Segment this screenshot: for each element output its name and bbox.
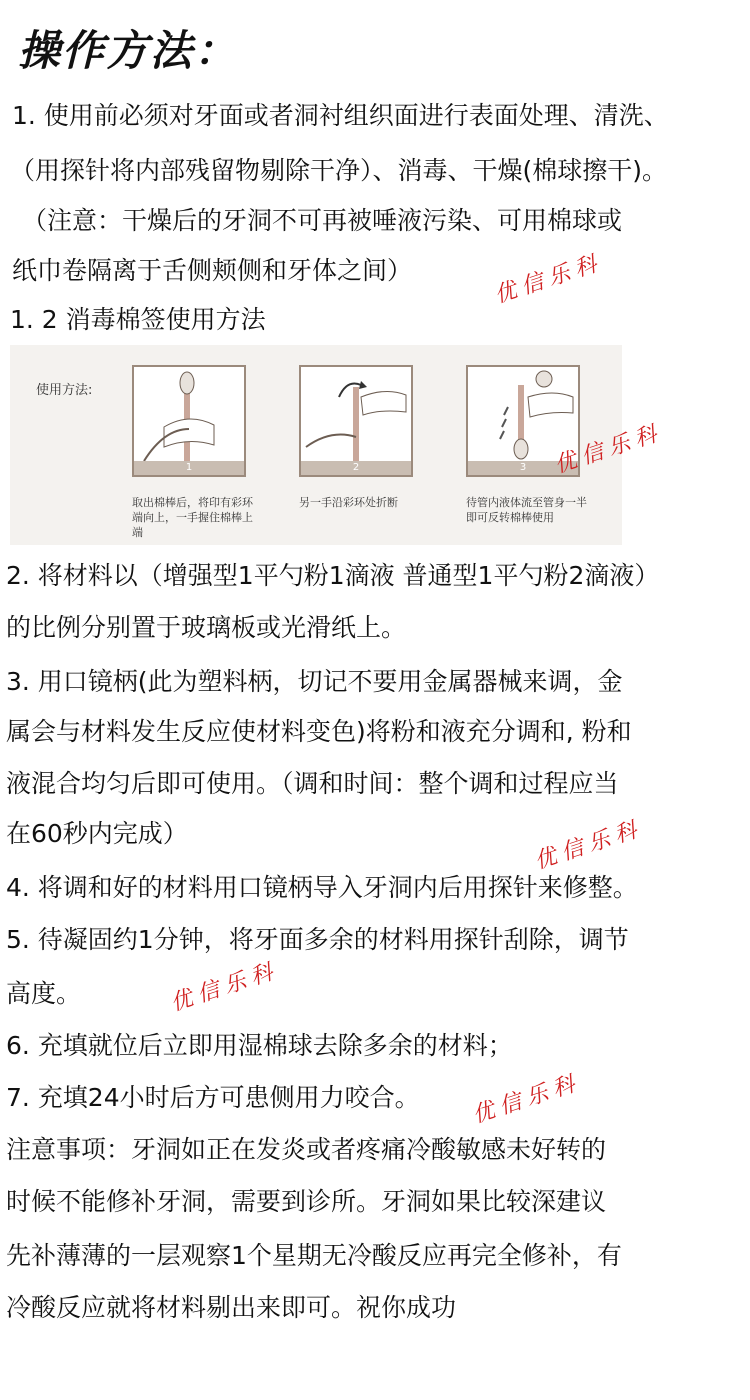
page-title: 操作方法： bbox=[18, 26, 239, 75]
text-line: 注意事项：牙洞如正在发炎或者疼痛冷酸敏感未好转的 bbox=[6, 1135, 607, 1164]
step-number: 2 bbox=[301, 461, 411, 475]
swab-break-icon bbox=[301, 367, 411, 461]
step-number: 3 bbox=[468, 461, 578, 475]
text-line: 1. 使用前必须对牙面或者洞衬组织面进行表面处理、清洗、 bbox=[12, 101, 669, 130]
text-line: 先补薄薄的一层观察1个星期无冷酸反应再完全修补，有 bbox=[6, 1241, 622, 1270]
text-line: 2. 将材料以（增强型1平勺粉1滴液 普通型1平勺粉2滴液） bbox=[6, 561, 660, 590]
step-1-panel bbox=[132, 365, 246, 477]
text-line: 4. 将调和好的材料用口镜柄导入牙洞内后用探针来修整。 bbox=[6, 873, 638, 902]
text-line: 5. 待凝固约1分钟，将牙面多余的材料用探针刮除，调节 bbox=[6, 925, 629, 954]
text-line: 属会与材料发生反应使材料变色)将粉和液充分调和, 粉和 bbox=[6, 717, 632, 746]
watermark: 优信乐科 bbox=[491, 250, 606, 309]
text-line: 纸巾卷隔离于舌侧颊侧和牙体之间） bbox=[12, 256, 413, 285]
text-line: 在60秒内完成） bbox=[6, 819, 188, 848]
text-line: 3. 用口镜柄(此为塑料柄，切记不要用金属器械来调，金 bbox=[6, 667, 623, 696]
text-line: 7. 充填24小时后方可患侧用力咬合。 bbox=[6, 1083, 420, 1112]
text-line: （注意：干燥后的牙洞不可再被唾液污染、可用棉球或 bbox=[22, 206, 623, 235]
text-line: 时候不能修补牙洞，需要到诊所。牙洞如果比较深建议 bbox=[6, 1187, 607, 1216]
step-1-caption: 取出棉棒后，将印有彩环端向上，一手握住棉棒上端 bbox=[132, 496, 253, 539]
step-number: 1 bbox=[134, 461, 244, 475]
step-3-caption: 待管内液体流至管身一半即可反转棉棒使用 bbox=[466, 496, 587, 524]
watermark: 优信乐科 bbox=[469, 1070, 584, 1129]
text-line: （用探针将内部残留物剔除干净）、消毒、干燥(棉球擦干)。 bbox=[10, 156, 668, 185]
section-heading: 1. 2 消毒棉签使用方法 bbox=[10, 305, 266, 334]
watermark: 优信乐科 bbox=[167, 958, 282, 1017]
swab-hold-icon bbox=[134, 367, 244, 461]
text-line: 的比例分别置于玻璃板或光滑纸上。 bbox=[6, 613, 407, 642]
text-line: 冷酸反应就将材料剔出来即可。祝你成功 bbox=[6, 1293, 457, 1322]
text-line: 液混合均匀后即可使用。（调和时间：整个调和过程应当 bbox=[6, 769, 619, 798]
watermark: 优信乐科 bbox=[551, 420, 666, 479]
swab-usage-illustration bbox=[10, 345, 622, 545]
text-line: 6. 充填就位后立即用湿棉球去除多余的材料； bbox=[6, 1031, 513, 1060]
step-2-panel bbox=[299, 365, 413, 477]
watermark: 优信乐科 bbox=[531, 816, 646, 875]
step-2-caption: 另一手沿彩环处折断 bbox=[299, 496, 398, 509]
illustration-label: 使用方法: bbox=[36, 383, 93, 398]
text-line: 高度。 bbox=[6, 979, 82, 1008]
